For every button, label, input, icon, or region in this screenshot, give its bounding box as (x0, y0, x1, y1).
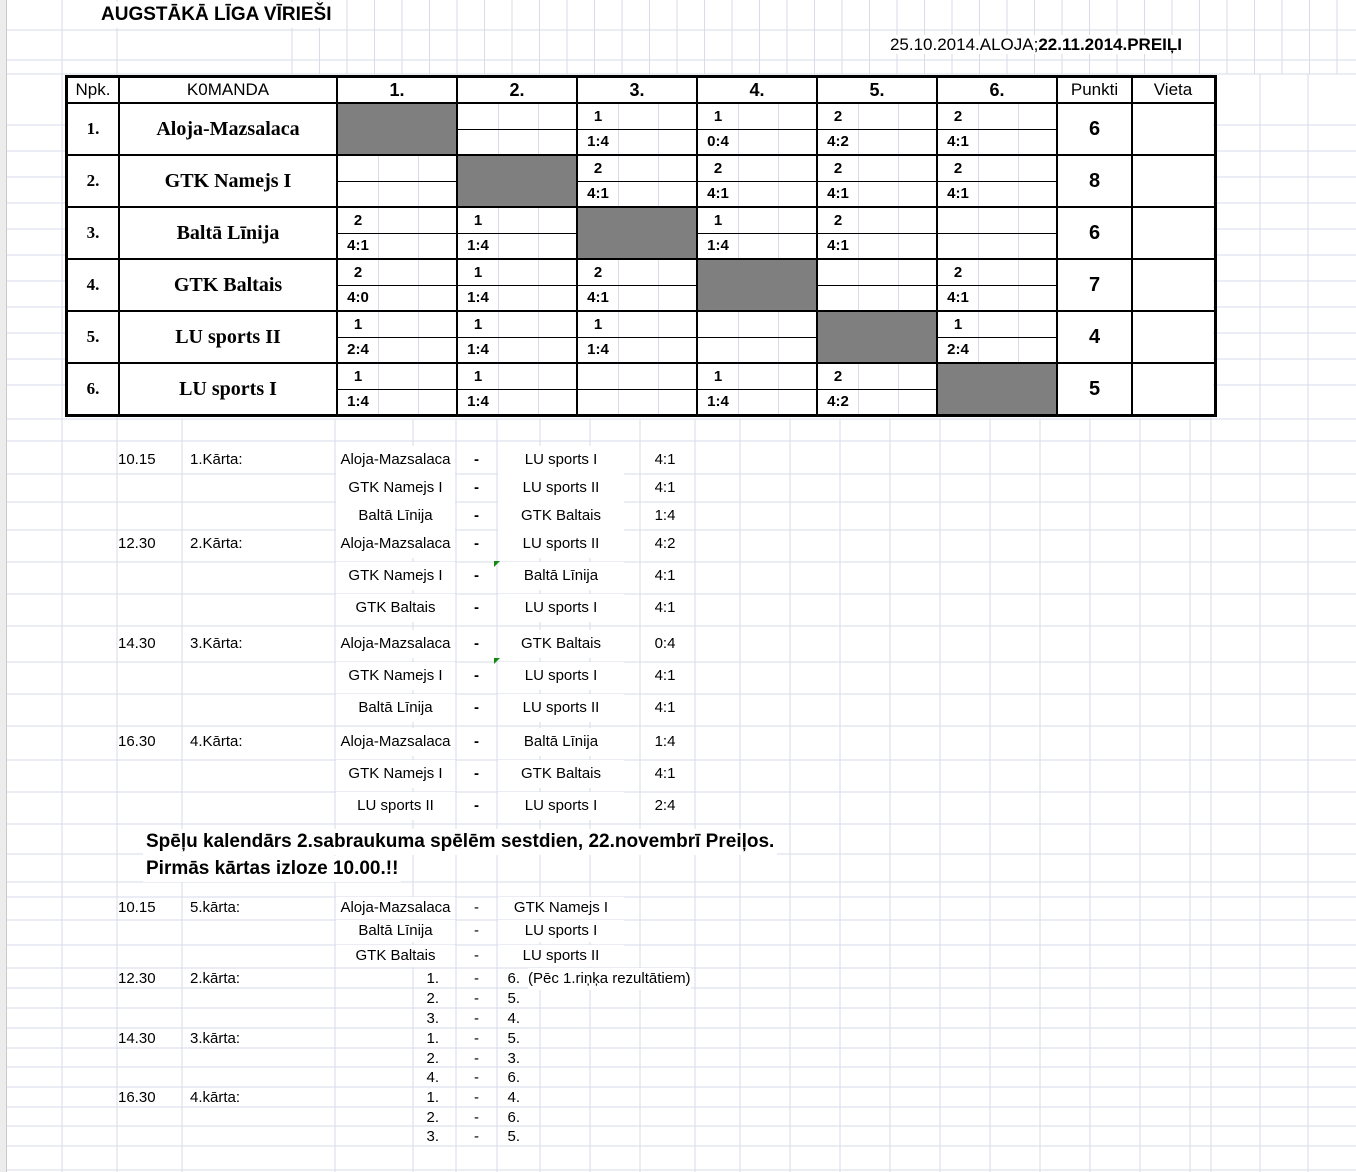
match-points: 1 (473, 316, 483, 333)
round-label[interactable]: 5.kārta: (190, 899, 241, 916)
match-points: 2 (353, 212, 363, 229)
round-header-cell[interactable]: 4. (698, 78, 818, 102)
match-points: 1 (593, 108, 603, 125)
separator-dash[interactable]: - (474, 1089, 479, 1106)
pair-number-home[interactable]: 1. (426, 1089, 439, 1106)
away-team[interactable]: LU sports I (498, 792, 624, 820)
table-row (68, 260, 1214, 312)
match-time[interactable]: 14.30 (118, 635, 156, 652)
place-cell[interactable] (1133, 208, 1213, 258)
round-label[interactable]: 1.Kārta: (190, 451, 243, 468)
home-team[interactable]: GTK Baltais (336, 594, 455, 622)
round-label[interactable]: 2.Kārta: (190, 535, 243, 552)
result-cell[interactable] (338, 312, 458, 362)
result-cell[interactable] (458, 260, 578, 310)
npk-header-cell[interactable]: Npk. (68, 78, 120, 102)
home-team[interactable]: Aloja-Mazsalaca (336, 446, 455, 474)
date-preili: 22.11.2014.PREIĻI (1038, 35, 1182, 54)
result-cell[interactable] (578, 364, 698, 414)
match-points: 2 (953, 160, 963, 177)
away-team[interactable]: LU sports I (498, 446, 624, 474)
team-header-cell[interactable]: K0MANDA (120, 78, 338, 102)
match-score[interactable]: 2:4 (654, 797, 676, 814)
away-team[interactable]: GTK Baltais (498, 502, 624, 530)
match-score[interactable]: 4:1 (654, 699, 676, 716)
points-cell[interactable]: 4 (1058, 312, 1133, 362)
match-score: 1:4 (467, 341, 489, 358)
away-team[interactable]: LU sports II (498, 530, 624, 558)
match-points: 1 (353, 368, 363, 385)
match-score: 1:4 (587, 341, 609, 358)
match-score[interactable]: 1:4 (654, 733, 676, 750)
match-score[interactable]: 4:1 (654, 667, 676, 684)
match-points: 2 (833, 160, 843, 177)
match-score: 4:1 (347, 237, 369, 254)
away-team[interactable]: GTK Baltais (498, 760, 624, 788)
npk-cell[interactable]: 1. (68, 104, 120, 154)
row-header-strip (0, 0, 7, 1172)
table-row (68, 312, 1214, 364)
match-time[interactable]: 16.30 (118, 1089, 156, 1106)
points-cell[interactable]: 8 (1058, 156, 1133, 206)
match-points: 2 (353, 264, 363, 281)
team-name-cell[interactable]: LU sports I (120, 364, 338, 414)
npk-cell[interactable]: 5. (68, 312, 120, 362)
round-label[interactable]: 2.kārta: (190, 970, 241, 987)
separator-dash[interactable]: - (474, 947, 479, 964)
team-name-cell[interactable]: GTK Baltais (120, 260, 338, 310)
round-header-cell[interactable]: 5. (818, 78, 938, 102)
match-score: 1:4 (707, 237, 729, 254)
match-score: 4:1 (587, 185, 609, 202)
npk-cell[interactable]: 2. (68, 156, 120, 206)
match-score[interactable]: 1:4 (654, 507, 676, 524)
place-cell[interactable] (1133, 156, 1213, 206)
result-cell[interactable] (938, 156, 1058, 206)
separator-dash[interactable]: - (474, 1128, 479, 1145)
team-name-cell[interactable]: LU sports II (120, 312, 338, 362)
home-team[interactable]: GTK Namejs I (336, 760, 455, 788)
announcement-line1[interactable]: Spēļu kalendārs 2.sabraukuma spēlēm sestdien, 22.novembrī Preiļos. (143, 829, 777, 855)
away-team[interactable]: LU sports II (498, 694, 624, 722)
result-cell[interactable] (458, 364, 578, 414)
result-cell[interactable] (938, 260, 1058, 310)
result-cell-diagonal[interactable] (698, 260, 818, 310)
round-label[interactable]: 3.kārta: (190, 1030, 241, 1047)
match-score: 0:4 (707, 133, 729, 150)
match-score[interactable]: 4:1 (654, 451, 676, 468)
pair-number-home[interactable]: 2. (426, 1109, 439, 1126)
place-cell[interactable] (1133, 260, 1213, 310)
round-header-cell[interactable]: 1. (338, 78, 458, 102)
home-team[interactable]: Aloja-Mazsalaca (336, 897, 455, 919)
match-score[interactable]: 4:1 (654, 567, 676, 584)
result-cell[interactable] (698, 208, 818, 258)
result-cell[interactable] (578, 260, 698, 310)
match-score[interactable]: 0:4 (654, 635, 676, 652)
separator-dash[interactable]: - (474, 1050, 479, 1067)
match-score: 1:4 (587, 133, 609, 150)
match-time[interactable]: 14.30 (118, 1030, 156, 1047)
separator-dash[interactable]: - (474, 922, 479, 939)
match-time[interactable]: 16.30 (118, 733, 156, 750)
pair-number-home[interactable]: 3. (426, 1010, 439, 1027)
match-score: 4:1 (827, 185, 849, 202)
match-score[interactable]: 4:1 (654, 599, 676, 616)
separator-dash[interactable]: - (474, 599, 479, 616)
npk-cell[interactable]: 4. (68, 260, 120, 310)
cell-divider (698, 337, 816, 338)
home-team[interactable]: LU sports II (336, 792, 455, 820)
match-score: 4:2 (827, 393, 849, 410)
match-points: 1 (473, 212, 483, 229)
home-team[interactable]: Baltā Līnija (336, 502, 455, 530)
away-team[interactable]: GTK Baltais (498, 630, 624, 658)
points-header-cell[interactable]: Punkti (1058, 78, 1133, 102)
league-table (65, 75, 1217, 417)
separator-dash[interactable]: - (474, 1010, 479, 1027)
match-points: 1 (953, 316, 963, 333)
points-cell[interactable]: 5 (1058, 364, 1133, 414)
result-cell[interactable] (698, 312, 818, 362)
place-cell[interactable] (1133, 104, 1213, 154)
match-score[interactable]: 4:1 (654, 765, 676, 782)
result-cell[interactable] (818, 364, 938, 414)
match-points: 1 (353, 316, 363, 333)
result-cell-diagonal[interactable] (818, 312, 938, 362)
pair-number-home[interactable]: 2. (426, 1050, 439, 1067)
match-points: 2 (833, 368, 843, 385)
pair-number-away[interactable]: 5. (507, 1128, 520, 1145)
date-aloja: 25.10.2014.ALOJA; (889, 35, 1039, 54)
match-score: 4:1 (947, 133, 969, 150)
round-header-cell[interactable]: 3. (578, 78, 698, 102)
separator-dash[interactable]: - (474, 797, 479, 814)
match-score: 1:4 (347, 393, 369, 410)
home-team[interactable]: GTK Namejs I (336, 474, 455, 502)
cell-comment-flag-icon (494, 561, 500, 567)
away-team[interactable]: LU sports II (498, 945, 624, 967)
home-team[interactable]: GTK Baltais (336, 945, 455, 967)
match-points: 1 (713, 368, 723, 385)
match-score: 2:4 (347, 341, 369, 358)
match-score: 4:1 (827, 237, 849, 254)
date-line[interactable] (700, 33, 1182, 57)
round-label[interactable]: 4.kārta: (190, 1089, 241, 1106)
round-header-cell[interactable]: 6. (938, 78, 1058, 102)
away-team[interactable]: LU sports II (498, 474, 624, 502)
match-points: 1 (473, 368, 483, 385)
separator-dash[interactable]: - (474, 567, 479, 584)
result-cell[interactable] (938, 208, 1058, 258)
pair-number-home[interactable]: 1. (426, 970, 439, 987)
match-time[interactable]: 12.30 (118, 970, 156, 987)
cell-divider (818, 285, 936, 286)
separator-dash[interactable]: - (474, 1109, 479, 1126)
separator-dash[interactable]: - (474, 451, 479, 468)
table-row (68, 156, 1214, 208)
pair-number-away[interactable]: 6. (507, 970, 520, 987)
place-header-cell[interactable]: Vieta (1133, 78, 1213, 102)
result-cell-diagonal[interactable] (578, 208, 698, 258)
result-cell[interactable] (698, 156, 818, 206)
separator-dash[interactable]: - (474, 990, 479, 1007)
result-cell-diagonal[interactable] (338, 104, 458, 154)
result-cell[interactable] (458, 104, 578, 154)
separator-dash[interactable]: - (474, 535, 479, 552)
match-score: 4:1 (947, 185, 969, 202)
round-label[interactable]: 4.Kārta: (190, 733, 243, 750)
points-cell[interactable]: 6 (1058, 104, 1133, 154)
team-name-cell[interactable]: Baltā Līnija (120, 208, 338, 258)
result-cell[interactable] (338, 260, 458, 310)
result-cell[interactable] (818, 104, 938, 154)
match-time[interactable]: 12.30 (118, 535, 156, 552)
result-cell[interactable] (458, 312, 578, 362)
team-name-cell[interactable]: Aloja-Mazsalaca (120, 104, 338, 154)
table-row (68, 104, 1214, 156)
pair-number-away[interactable]: 5. (507, 1030, 520, 1047)
match-score[interactable]: 4:1 (654, 479, 676, 496)
away-team[interactable]: LU sports I (498, 594, 624, 622)
result-cell-diagonal[interactable] (938, 364, 1058, 414)
separator-dash[interactable]: - (474, 699, 479, 716)
home-team[interactable]: GTK Namejs I (336, 562, 455, 590)
away-team[interactable]: LU sports I (498, 920, 624, 942)
home-team[interactable]: Aloja-Mazsalaca (336, 530, 455, 558)
result-cell[interactable] (338, 208, 458, 258)
pair-number-away[interactable]: 4. (507, 1010, 520, 1027)
result-cell[interactable] (578, 312, 698, 362)
match-points: 1 (713, 108, 723, 125)
match-points: 1 (713, 212, 723, 229)
round-label[interactable]: 3.Kārta: (190, 635, 243, 652)
home-team[interactable]: GTK Namejs I (336, 662, 455, 690)
result-cell[interactable] (338, 156, 458, 206)
pair-number-away[interactable]: 4. (507, 1089, 520, 1106)
away-team[interactable]: LU sports I (498, 662, 624, 690)
pair-number-away[interactable]: 6. (507, 1069, 520, 1086)
home-team[interactable]: Aloja-Mazsalaca (336, 728, 455, 756)
match-points: 1 (593, 316, 603, 333)
match-points: 2 (593, 160, 603, 177)
result-cell[interactable] (818, 208, 938, 258)
result-cell[interactable] (938, 104, 1058, 154)
pair-number-home[interactable]: 1. (426, 1030, 439, 1047)
result-cell[interactable] (818, 260, 938, 310)
match-score[interactable]: 4:2 (654, 535, 676, 552)
separator-dash[interactable]: - (474, 970, 479, 987)
match-score: 4:1 (587, 289, 609, 306)
team-name-cell[interactable]: GTK Namejs I (120, 156, 338, 206)
match-score: 4:1 (947, 289, 969, 306)
home-team[interactable]: Aloja-Mazsalaca (336, 630, 455, 658)
match-points: 2 (833, 212, 843, 229)
match-score: 1:4 (707, 393, 729, 410)
cell-comment-flag-icon (494, 658, 500, 664)
table-row (68, 208, 1214, 260)
match-points: 1 (473, 264, 483, 281)
match-points: 2 (713, 160, 723, 177)
separator-dash[interactable]: - (474, 479, 479, 496)
separator-dash[interactable]: - (474, 899, 479, 916)
match-time[interactable]: 10.15 (118, 899, 156, 916)
announcement-line2[interactable]: Pirmās kārtas izloze 10.00.!! (143, 856, 401, 882)
away-team[interactable]: Baltā Līnija (498, 562, 624, 590)
match-score: 1:4 (467, 237, 489, 254)
result-cell[interactable] (338, 364, 458, 414)
separator-dash[interactable]: - (474, 765, 479, 782)
away-team[interactable]: GTK Namejs I (498, 897, 624, 919)
home-team[interactable]: Baltā Līnija (336, 920, 455, 942)
pair-number-away[interactable]: 6. (507, 1109, 520, 1126)
points-cell[interactable]: 7 (1058, 260, 1133, 310)
match-points: 2 (833, 108, 843, 125)
cell-divider (458, 129, 576, 130)
separator-dash[interactable]: - (474, 1069, 479, 1086)
match-score: 1:4 (467, 393, 489, 410)
match-score: 4:1 (707, 185, 729, 202)
separator-dash[interactable]: - (474, 1030, 479, 1047)
result-cell[interactable] (818, 156, 938, 206)
cell-divider (338, 181, 456, 182)
match-points: 2 (593, 264, 603, 281)
match-score: 4:0 (347, 289, 369, 306)
result-cell[interactable] (458, 208, 578, 258)
separator-dash[interactable]: - (474, 667, 479, 684)
round-header-cell[interactable]: 2. (458, 78, 578, 102)
round-note[interactable]: (Pēc 1.riņķa rezultātiem) (528, 968, 691, 990)
place-cell[interactable] (1133, 364, 1213, 414)
away-team[interactable]: Baltā Līnija (498, 728, 624, 756)
pair-number-home[interactable]: 4. (426, 1069, 439, 1086)
place-cell[interactable] (1133, 312, 1213, 362)
separator-dash[interactable]: - (474, 733, 479, 750)
result-cell[interactable] (698, 364, 818, 414)
pair-number-away[interactable]: 3. (507, 1050, 520, 1067)
cell-divider (938, 233, 1056, 234)
table-header-row (68, 78, 1214, 104)
match-score: 1:4 (467, 289, 489, 306)
npk-cell[interactable]: 6. (68, 364, 120, 414)
cell-divider (578, 389, 696, 390)
match-score: 4:2 (827, 133, 849, 150)
match-points: 2 (953, 108, 963, 125)
pair-number-away[interactable]: 5. (507, 990, 520, 1007)
pair-number-home[interactable]: 3. (426, 1128, 439, 1145)
result-cell[interactable] (578, 104, 698, 154)
result-cell[interactable] (938, 312, 1058, 362)
page-title[interactable]: AUGSTĀKĀ LĪGA VĪRIEŠI (97, 2, 335, 28)
separator-dash[interactable]: - (474, 635, 479, 652)
match-points: 2 (953, 264, 963, 281)
result-cell[interactable] (578, 156, 698, 206)
home-team[interactable]: Baltā Līnija (336, 694, 455, 722)
result-cell-diagonal[interactable] (458, 156, 578, 206)
match-score: 2:4 (947, 341, 969, 358)
table-row (68, 364, 1214, 414)
match-time[interactable]: 10.15 (118, 451, 156, 468)
separator-dash[interactable]: - (474, 507, 479, 524)
points-cell[interactable]: 6 (1058, 208, 1133, 258)
result-cell[interactable] (698, 104, 818, 154)
npk-cell[interactable]: 3. (68, 208, 120, 258)
pair-number-home[interactable]: 2. (426, 990, 439, 1007)
